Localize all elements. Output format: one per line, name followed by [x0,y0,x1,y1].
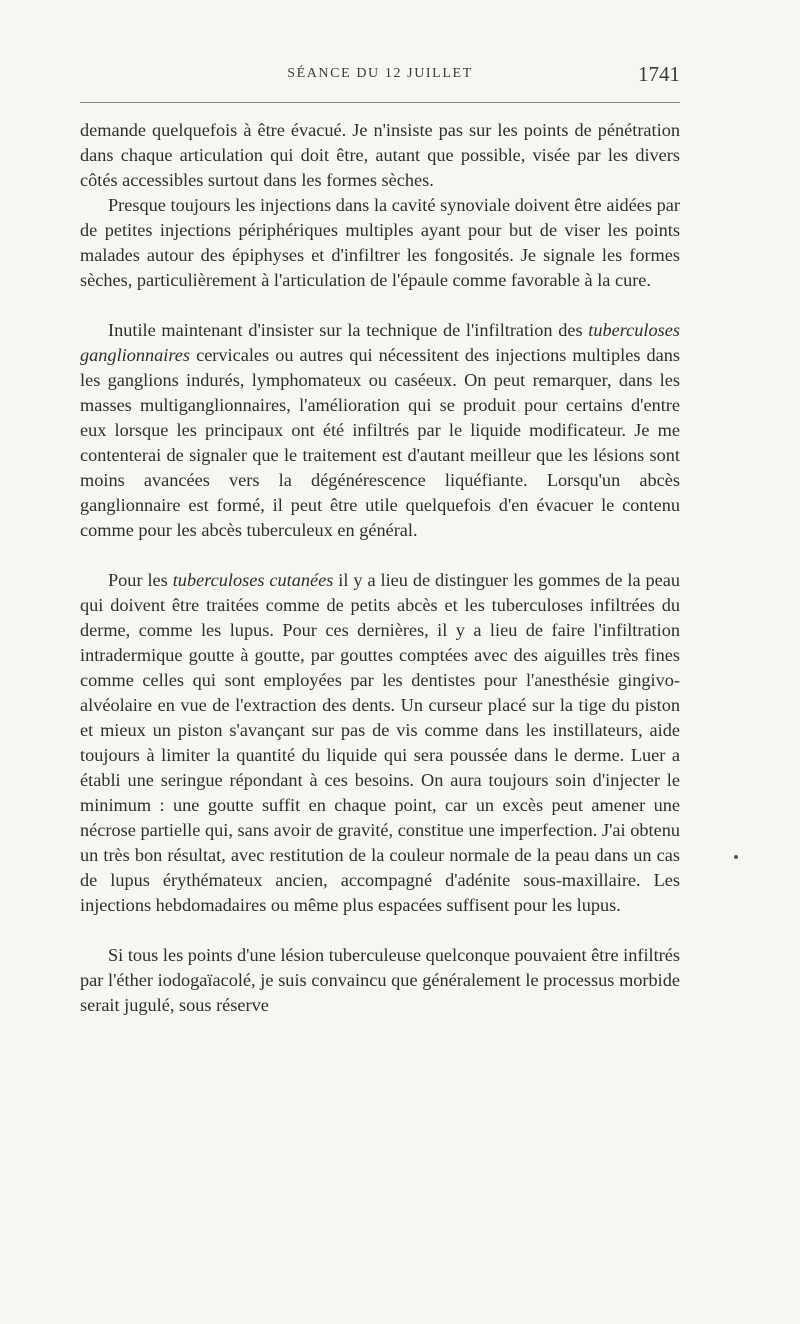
paragraph-3-text-end: cervicales ou autres qui nécessitent des injections multiples dans les ganglions indurés, lymphomateux ou caséeux. On peut remarquer, dans les masses multiganglionnaires, l'amélioration qui se produit pour certains d'entre eux lorsque les principaux ont été infiltrés par le liquide modificateur. Je me contenterai de signaler que le traitement est d'autant meilleur que les lésions sont moins avancées vers la dégénérescence liquéfiante. Lorsqu'un abcès ganglionnaire est formé, il peut être utile quelquefois d'en évacuer le contenu comme pour les abcès tuberculeux en général. [80,345,680,540]
running-title: SÉANCE DU 12 JUILLET [287,66,473,81]
paragraph-1: demande quelquefois à être évacué. Je n'insiste pas sur les points de pénétration dans chaque articulation qui doit être, autant que possible, visée par les divers côtés accessibles surtout dans les formes sèches. [80,120,680,190]
paragraph-4 [80,568,680,918]
paragraph-5: Si tous les points d'une lésion tuberculeuse quelconque pouvaient être infiltrés par l'éther iodogaïacolé, je suis convaincu que généralement le processus morbide serait jugulé, sous réserve [80,945,680,1015]
header-rule [80,102,680,103]
paragraph-4-text-start: Pour les [108,570,173,590]
paragraph-3-emphasis: tuberculoses ganglionnaires [80,320,680,365]
paragraph-3-text-start: Inutile maintenant d'insister sur la technique de l'infiltration des [108,320,589,340]
paragraph-3 [80,318,680,543]
paragraph-2: Presque toujours les injections dans la cavité synoviale doivent être aidées par de petites injections périphériques multiples ayant pour but de viser les points malades autour des épiphyses et d'infiltrer les fongosités. Je signale les formes sèches, particulièrement à l'articulation de l'épaule comme favorable à la cure. [80,195,680,290]
margin-mark [734,855,738,859]
page-number: 1741 [638,62,680,86]
running-head [80,62,680,92]
paragraph-4-text-end: il y a lieu de distinguer les gommes de la peau qui doivent être traitées comme de petits abcès et les tuberculoses infiltrées du derme, comme les lupus. Pour ces dernières, il y a lieu de faire l'infiltration intradermique goutte à goutte, par gouttes comptées avec des aiguilles très fines comme celles qui sont employées par les dentistes pour l'anesthésie gingivo-alvéolaire en vue de l'extraction des dents. Un curseur placé sur la tige du piston et mieux un piston s'avançant sur pas de vis comme dans les instillateurs, aide toujours à limiter la quantité du liquide qui sera poussée dans le derme. Luer a établi une seringue répondant à ces besoins. On aura toujours soin d'injecter le minimum : une goutte suffit en chaque point, car un excès peut amener une nécrose partielle qui, sans avoir de gravité, constitue une imperfection. J'ai obtenu un très bon résultat, avec restitution de la couleur normale de la peau dans un cas de lupus érythémateux ancien, accompagné d'adénite sous-maxillaire. Les injections hebdomadaires ou même plus espacées suffisent pour les lupus. [80,570,681,915]
paragraph-4-emphasis: tuberculoses cutanées [172,570,334,590]
body-text [80,118,680,1018]
